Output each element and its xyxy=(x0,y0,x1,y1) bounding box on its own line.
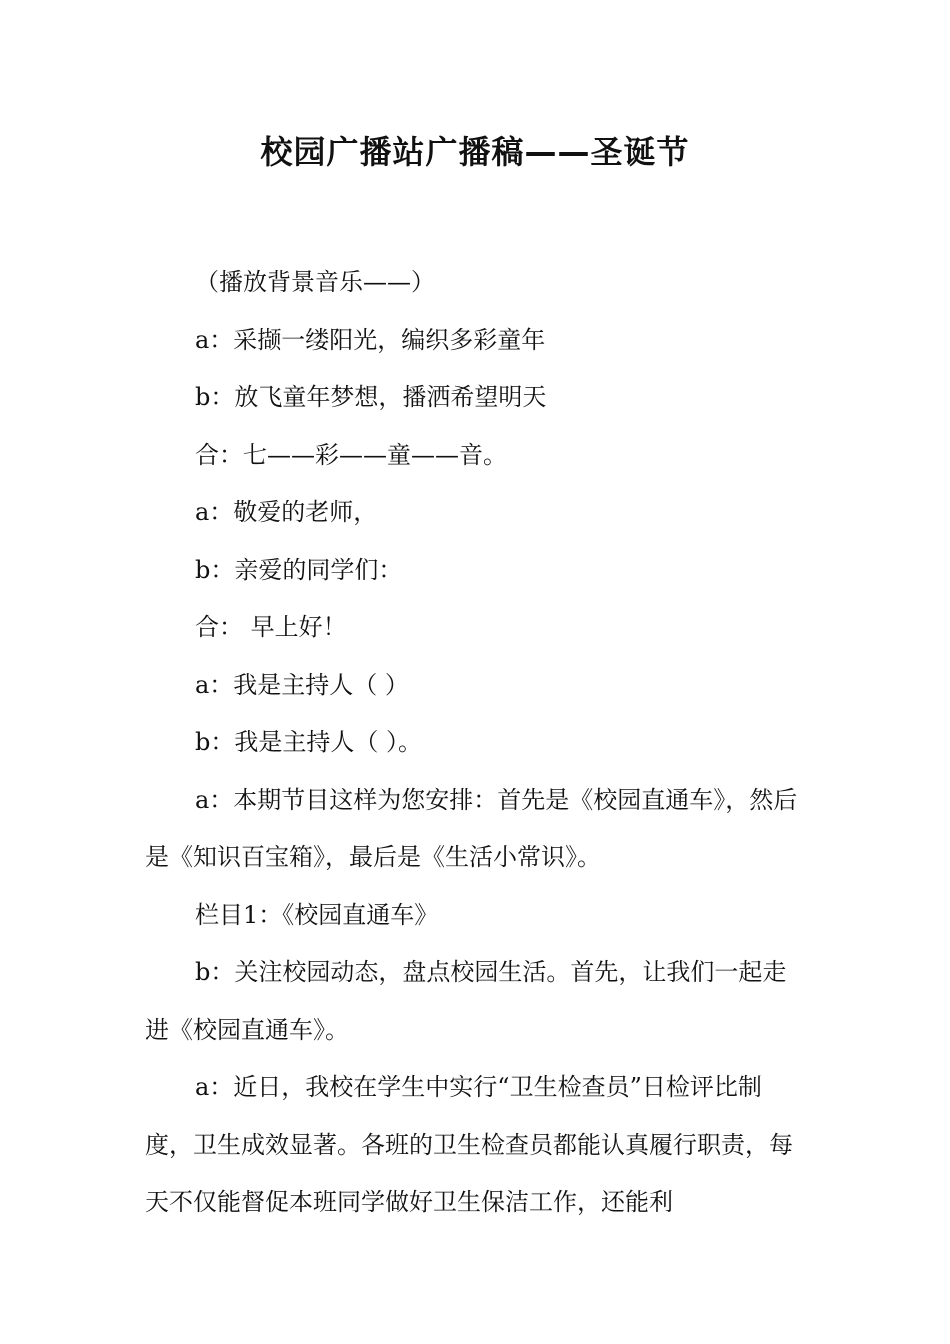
paragraph-line: 合： 早上好！ xyxy=(195,613,347,641)
paragraph-news: a：近日，我校在学生中实行“卫生检查员”日检评比制度，卫生成效显著。各班的卫生检查员都能认真履行职责，每天不仅能督促本班同学做好卫生保洁工作，还能利 xyxy=(145,1073,793,1216)
paragraph-line: a：敬爱的老师， xyxy=(195,498,378,526)
paragraph-program-schedule: a：本期节目这样为您安排：首先是《校园直通车》，然后是《知识百宝箱》，最后是《生活小常识》。 xyxy=(145,785,798,871)
paragraph-line: 合：七——彩——童——音。 xyxy=(195,440,507,469)
paragraph-line: a：采撷一缕阳光，编织多彩童年 xyxy=(195,325,546,354)
paragraph-line: b：放飞童年梦想，播洒希望明天 xyxy=(195,383,547,411)
document-body xyxy=(145,254,807,1232)
paragraph-music-cue: （播放背景音乐——） xyxy=(195,268,435,296)
paragraph-line: b：我是主持人（ ）。 xyxy=(195,728,422,756)
paragraph-line: b：亲爱的同学们： xyxy=(195,555,403,584)
paragraph-line: b：关注校园动态，盘点校园生活。首先，让我们一起走进《校园直通车》。 xyxy=(145,958,787,1044)
section-heading: 栏目1：《校园直通车》 xyxy=(195,900,439,929)
document-title: 校园广播站广播稿——圣诞节 xyxy=(260,133,690,171)
paragraph-line: a：我是主持人（ ） xyxy=(195,670,409,699)
